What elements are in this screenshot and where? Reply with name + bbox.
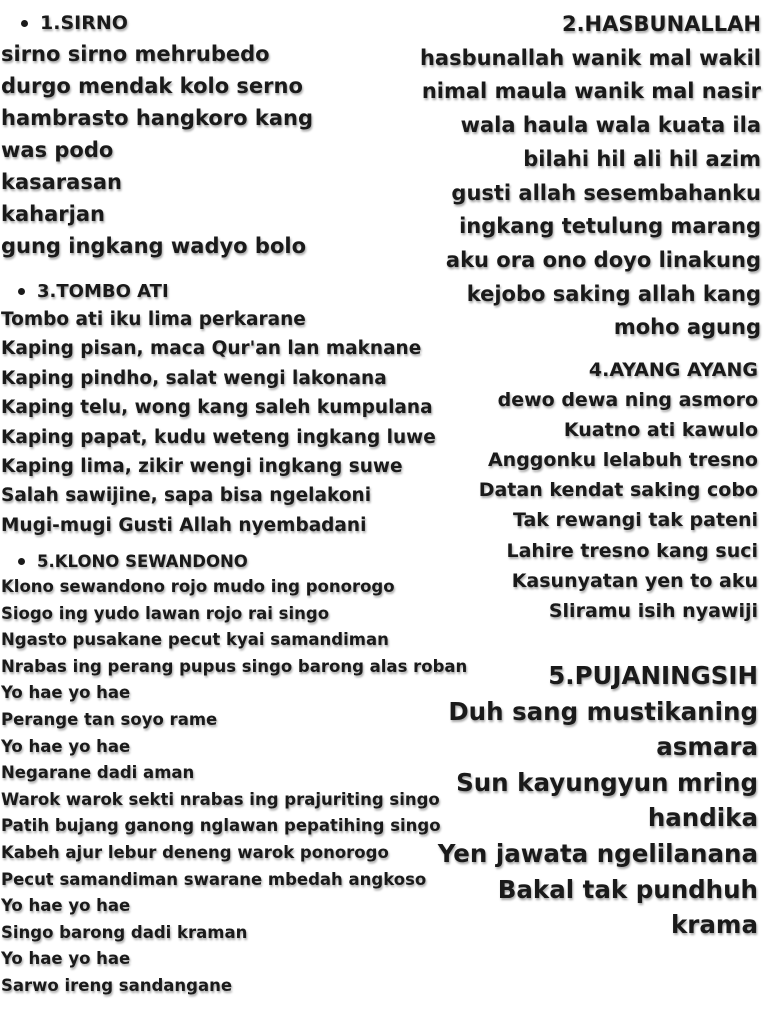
lyric-line: Sliramu isih nyawiji <box>548 599 758 622</box>
lyric-line: Tombo ati iku lima perkarane <box>1 309 306 330</box>
lyric-line: aku ora ono doyo linakung <box>445 247 761 272</box>
lyric-line: Warok warok sekti nrabas ing prajuriting singo <box>1 789 440 809</box>
lyric-line: Duh sang mustikaning <box>448 696 758 726</box>
lyric-line: gung ingkang wadyo bolo <box>1 234 307 258</box>
lyric-line: Kaping pindho, salat wengi lakonana <box>1 367 387 389</box>
lyric-line: Datan kendat saking cobo <box>478 479 758 502</box>
lyric-line: Singo barong dadi kraman <box>1 922 248 942</box>
bullet-icon <box>18 288 25 295</box>
bullet-icon <box>18 558 25 565</box>
lyric-line: wala haula wala kuata ila <box>460 113 761 138</box>
lyric-line: Perange tan soyo rame <box>1 709 218 729</box>
lyric-line: Klono sewandono rojo mudo ing ponorogo <box>1 577 395 596</box>
lyric-line: Nrabas ing perang pupus singo barong alas roban <box>1 656 468 676</box>
lyric-line: Anggonku lelabuh tresno <box>487 449 758 472</box>
lyric-line: Siogo ing yudo lawan rojo rai singo <box>1 603 330 623</box>
lyric-line: kejobo saking allah kang <box>466 281 761 306</box>
lyric-line: Lahire tresno kang suci <box>506 539 758 562</box>
lyric-line: Negarane dadi aman <box>1 763 195 783</box>
lyric-line: Yo hae yo hae <box>1 896 131 916</box>
lyric-line: Kasunyatan yen to aku <box>511 569 758 592</box>
lyric-line: Yo hae yo hae <box>1 736 131 756</box>
lyric-line: Kabeh ajur lebur deneng warok ponorogo <box>1 842 389 862</box>
lyric-line: Sun kayungyun mring <box>456 767 758 797</box>
lyric-line: ingkang tetulung marang <box>459 214 761 239</box>
lyric-line: Bakal tak pundhuh <box>497 874 758 904</box>
lyric-line: Yen jawata ngelilanana <box>437 838 758 868</box>
lyric-line: nimal maula wanik mal nasir <box>421 79 761 104</box>
lyric-line: sirno sirno mehrubedo <box>1 42 270 66</box>
lyric-line: bilahi hil ali hil azim <box>523 146 761 171</box>
lyric-line: Kaping telu, wong kang saleh kumpulana <box>1 397 433 419</box>
lyric-line: dewo dewa ning asmoro <box>497 389 758 412</box>
lyric-line: Patih bujang ganong nglawan pepatihing singo <box>1 816 441 836</box>
lyric-line: hasbunallah wanik mal wakil <box>419 45 761 70</box>
lyric-line: krama <box>671 910 758 940</box>
song-tombo-ati <box>1 277 471 540</box>
lyric-line: Kaping pisan, maca Qur'an lan maknane <box>1 338 422 360</box>
lyric-line: asmara <box>656 732 758 762</box>
lyric-line: Pecut samandiman swarane mbedah angkoso <box>1 869 427 889</box>
lyric-line: Kaping lima, zikir wengi ingkang suwe <box>1 456 403 478</box>
song-title: 3.TOMBO ATI <box>1 277 471 305</box>
lyric-line: Tak rewangi tak pateni <box>512 509 758 532</box>
song-sirno <box>1 8 391 262</box>
lyric-line: handika <box>647 803 758 833</box>
lyric-line: was podo <box>1 138 114 162</box>
song-title: 5.PUJANINGSIH <box>548 661 758 690</box>
lyric-line: Kaping papat, kudu weteng ingkang luwe <box>1 426 436 448</box>
lyric-line: Yo hae yo hae <box>1 683 131 703</box>
lyric-line: kaharjan <box>1 202 105 226</box>
song-pujaningsih <box>428 658 758 943</box>
lyric-line: moho agung <box>613 315 761 340</box>
bullet-icon <box>21 20 28 27</box>
lyric-line: Sarwo ireng sandangane <box>1 975 233 995</box>
lyric-line: Salah sawijine, sapa bisa ngelakoni <box>1 485 372 507</box>
lyric-line: Ngasto pusakane pecut kyai samandiman <box>1 630 389 650</box>
lyric-line: Mugi-mugi Gusti Allah nyembadani <box>1 514 367 536</box>
song-title: 4.AYANG AYANG <box>588 359 758 381</box>
lyric-line: kasarasan <box>1 170 122 194</box>
song-title: 2.HASBUNALLAH <box>561 12 761 36</box>
lyric-line: gusti allah sesembahanku <box>451 180 761 205</box>
song-title: 5.KLONO SEWANDONO <box>1 548 506 574</box>
lyric-line: Kuatno ati kawulo <box>563 419 758 442</box>
lyric-line: durgo mendak kolo serno <box>1 74 303 98</box>
song-title: 1.SIRNO <box>1 8 391 38</box>
lyric-line: hambrasto hangkoro kang <box>1 106 313 130</box>
lyric-line: Yo hae yo hae <box>1 949 131 969</box>
